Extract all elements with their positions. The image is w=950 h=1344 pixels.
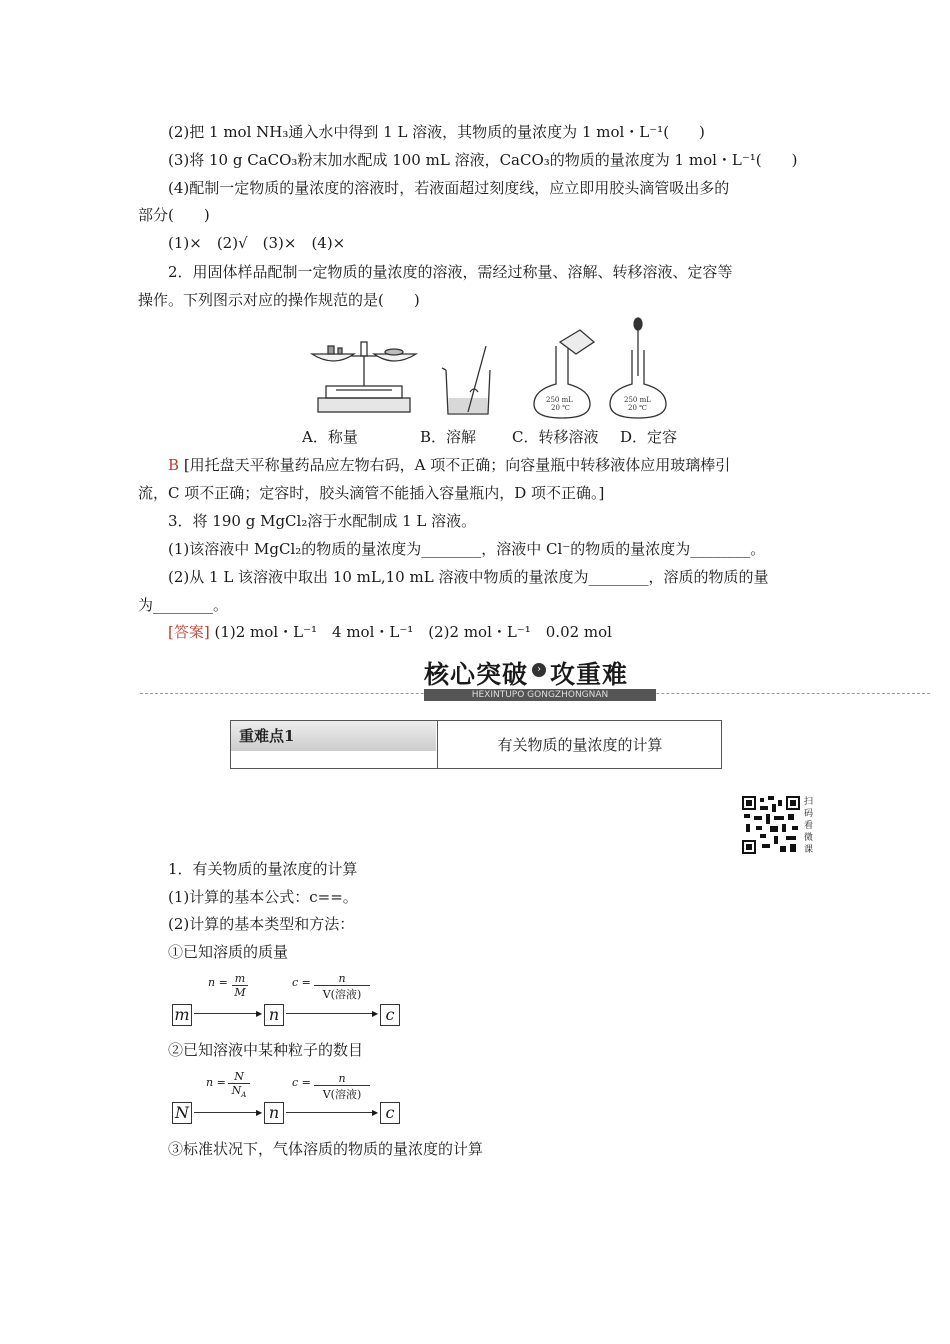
- q3-sub1: (1)该溶液中 MgCl₂的物质的量浓度为________，溶液中 Cl⁻的物质的量浓度为________。: [168, 540, 766, 558]
- option-d: D．定容: [620, 428, 678, 446]
- flow1-box-start: m: [172, 1004, 192, 1026]
- q1-item-2: (2)把 1 mol NH₃通入水中得到 1 L 溶液，其物质的量浓度为 1 mol・L⁻¹( ): [168, 123, 705, 141]
- flow2-box-mid: n: [264, 1102, 284, 1124]
- section-case3: ③标准状况下，气体溶质的物质的量浓度的计算: [168, 1140, 484, 1158]
- flow1-arrow1-head-icon: ▶: [256, 1009, 263, 1018]
- key-point-tag: 重难点1: [239, 727, 295, 745]
- flow2-arrow1-lhs: n =: [206, 1076, 226, 1089]
- section-types: (2)计算的基本类型和方法：: [168, 915, 355, 933]
- flask-c-label-volume: 250 mL: [546, 396, 573, 404]
- q2-answer-letter: B: [168, 456, 180, 474]
- beaker-illustration: [442, 346, 490, 414]
- q3-answer-line: [168, 621, 848, 643]
- section-banner: [420, 655, 660, 703]
- q1-item-3: (3)将 10 g CaCO₃粉末加水配成 100 mL 溶液，CaCO₃的物质的量浓度为 1 mol・L⁻¹( ): [168, 151, 798, 169]
- q3-answer-tag: [答案]: [168, 623, 210, 641]
- flow1-arrow2-head-icon: ▶: [372, 1009, 379, 1018]
- section-case1: ①已知溶质的质量: [168, 943, 289, 961]
- q2-explain-line1: [168, 454, 848, 476]
- flow1-arrow2: [286, 1013, 376, 1014]
- flow2-arrow1-den: [228, 1084, 250, 1099]
- option-c: C．转移溶液: [512, 428, 599, 446]
- flow1-arrow1: [194, 1013, 260, 1014]
- flow2-arrow2-head-icon: ▶: [372, 1108, 379, 1117]
- option-a: A．称量: [302, 428, 358, 446]
- banner-arrow-icon: ›: [532, 663, 546, 677]
- flow1-arrow1-lhs: n =: [208, 976, 228, 989]
- flow1-box-end: c: [380, 1004, 400, 1026]
- q1-item-4-line1: (4)配制一定物质的量浓度的溶液时，若液面超过刻度线，应立即用胶头滴管吸出多的: [168, 179, 730, 197]
- q3-answer: (1)2 mol・L⁻¹ 4 mol・L⁻¹ (2)2 mol・L⁻¹ 0.02 mol: [214, 623, 612, 641]
- q1-answer: (1)× (2)√ (3)× (4)×: [168, 234, 346, 252]
- flask-d-label-volume: 250 mL: [624, 396, 651, 404]
- flow2-arrow1-den-sub: A: [241, 1091, 247, 1100]
- key-point-title: 有关物质的量浓度的计算: [437, 721, 722, 768]
- section-case2: ②已知溶液中某种粒子的数目: [168, 1041, 364, 1059]
- qr-side-text: 扫码看微课: [804, 797, 814, 855]
- flow2-arrow1-head-icon: ▶: [256, 1108, 263, 1117]
- key-point-box: [230, 720, 722, 769]
- flask-d-label-temp: 20 ℃: [628, 404, 647, 412]
- flow2-arrow1-den-main: N: [231, 1084, 242, 1097]
- flask-c-label-temp: 20 ℃: [551, 404, 570, 412]
- flow1-box-mid: n: [264, 1004, 284, 1026]
- flow1-arrow2-num: n: [314, 972, 370, 986]
- option-b: B．溶解: [420, 428, 477, 446]
- q3-stem: 3．将 190 g MgCl₂溶于水配制成 1 L 溶液。: [168, 512, 477, 530]
- flow2-arrow2-lhs: c =: [292, 1076, 311, 1089]
- flow2-box-end: c: [380, 1102, 400, 1124]
- balance-illustration: [312, 342, 416, 412]
- flow2-box-start: N: [172, 1102, 192, 1124]
- lab-operations-figure: [308, 316, 688, 421]
- q2-explain-line2: 流，C 项不正确；定容时，胶头滴管不能插入容量瓶内，D 项不正确。]: [138, 484, 605, 502]
- banner-title-left: 核心突破: [424, 660, 529, 689]
- flow1-arrow2-lhs: c =: [292, 976, 311, 989]
- qr-code-icon[interactable]: [742, 796, 800, 854]
- flow2-arrow2: [286, 1112, 376, 1113]
- flow1-arrow1-num: m: [232, 972, 248, 986]
- flow1-arrow1-den: M: [234, 986, 246, 999]
- flow-diagram-mass: [172, 972, 412, 1028]
- q3-sub2-line1: (2)从 1 L 该溶液中取出 10 mL,10 mL 溶液中物质的量浓度为________，溶质的物质的量: [168, 568, 769, 586]
- q1-item-4-line2: 部分( ): [138, 206, 210, 224]
- q3-sub2-line2: 为________。: [138, 596, 229, 614]
- section-heading: 1．有关物质的量浓度的计算: [168, 860, 358, 878]
- banner-pinyin: HEXINTUPO GONGZHONGNAN: [424, 689, 656, 701]
- flow2-arrow2-den: V(溶液): [322, 1088, 362, 1101]
- q2-stem-line2: 操作。下列图示对应的操作规范的是( ): [138, 291, 420, 309]
- banner-title-right: 攻重难: [550, 660, 629, 689]
- flow2-arrow1-num: N: [228, 1070, 250, 1084]
- key-point-tag-bg: [231, 721, 436, 751]
- q2-explain-text1: [用托盘天平称量药品应左物右码，A 项不正确；向容量瓶中转移液体应用玻璃棒引: [183, 456, 731, 474]
- flow1-arrow2-den: V(溶液): [322, 988, 362, 1001]
- flow2-arrow1: [194, 1112, 260, 1113]
- flow-diagram-particles: [172, 1068, 412, 1128]
- q2-stem-line1: 2．用固体样品配制一定物质的量浓度的溶液，需经过称量、溶解、转移溶液、定容等: [168, 263, 733, 281]
- section-formula: (1)计算的基本公式：c==。: [168, 888, 358, 906]
- flow2-arrow2-num: n: [314, 1072, 370, 1086]
